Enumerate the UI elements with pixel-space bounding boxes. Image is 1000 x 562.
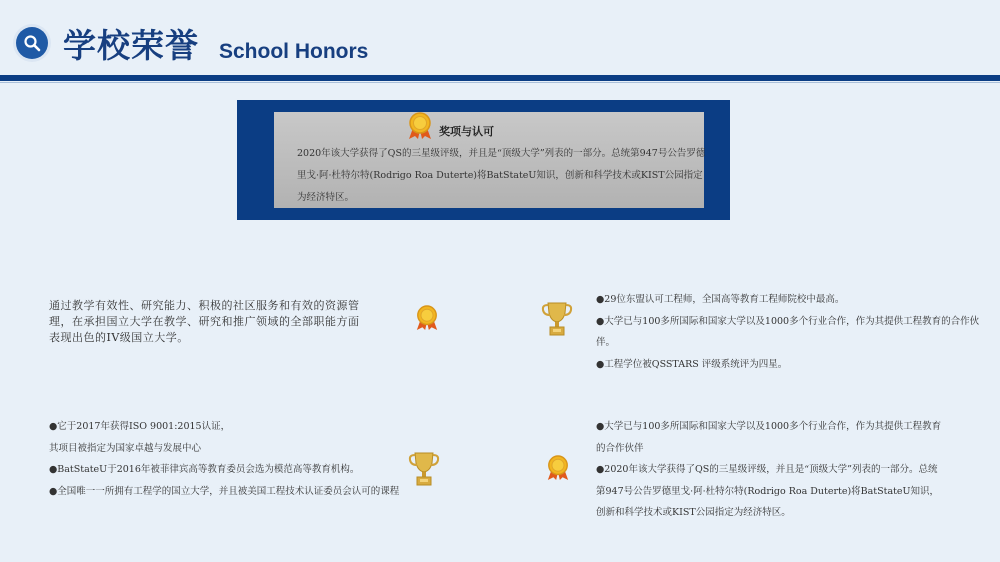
award-text: 2020年该大学获得了QS的三星级评级，并且是“顶级大学”列表的一部分。总统第947号公告罗德里戈·阿·杜特尔特(Rodrigo Roa Duterte)将BatStateU知识，创新和科学技术或KIST公园指定为经济特区。: [297, 148, 706, 203]
header-divider: [0, 75, 1000, 81]
right-bottom-list: [596, 416, 946, 524]
award-heading: [274, 118, 704, 142]
list-item: ●工程学位被QSSTARS 评级系统评为四星。: [596, 358, 788, 370]
page-title: 学校荣誉: [63, 26, 199, 65]
medal-icon: [415, 305, 439, 335]
trophy-icon: [541, 299, 573, 341]
header-divider-thin: [0, 82, 1000, 83]
trophy-icon: [408, 449, 440, 491]
list-item: ●全国唯一一所拥有工程学的国立大学，并且被美国工程技术认证委员会认可的课程: [49, 485, 400, 497]
left-paragraph: 通过教学有效性、研究能力、积极的社区服务和有效的资源管理，在承担国立大学在教学、研究和推广领域的全部职能方面表现出色的IV级国立大学。: [49, 299, 360, 344]
award-panel: [237, 100, 730, 220]
list-item: ●29位东盟认可工程师，全国高等教育工程师院校中最高。: [596, 294, 845, 305]
award-card: [274, 112, 704, 208]
search-icon[interactable]: [16, 27, 48, 59]
list-item: ●它于2017年获得ISO 9001:2015认证，: [49, 421, 231, 432]
list-item: ●大学已与100多所国际和国家大学以及1000多个行业合作，作为其提供工程教育的合作伙伴: [596, 421, 942, 454]
right-top-list: [596, 289, 991, 375]
header: [0, 0, 1000, 84]
medal-icon: [546, 455, 570, 485]
award-title: 奖项与认可: [439, 125, 494, 138]
page-subtitle: School Honors: [219, 40, 369, 63]
list-item: 其项目被指定为国家卓越与发展中心: [49, 442, 202, 454]
list-item: ●2020年该大学获得了QS的三星级评级，并且是“顶级大学”列表的一部分。总统第947号公告罗德里戈·阿·杜特尔特(Rodrigo Roa Duterte)将BatStateU知识，创新和科学技术或KIST公园指定为经济特区。: [596, 464, 940, 518]
list-item: ●BatStateU于2016年被菲律宾高等教育委员会选为模范高等教育机构。: [49, 464, 360, 475]
left-bottom-list: [49, 416, 409, 502]
medal-icon: [407, 112, 433, 144]
list-item: ●大学已与100多所国际和国家大学以及1000多个行业合作，作为其提供工程教育的合作伙伴。: [596, 315, 980, 348]
